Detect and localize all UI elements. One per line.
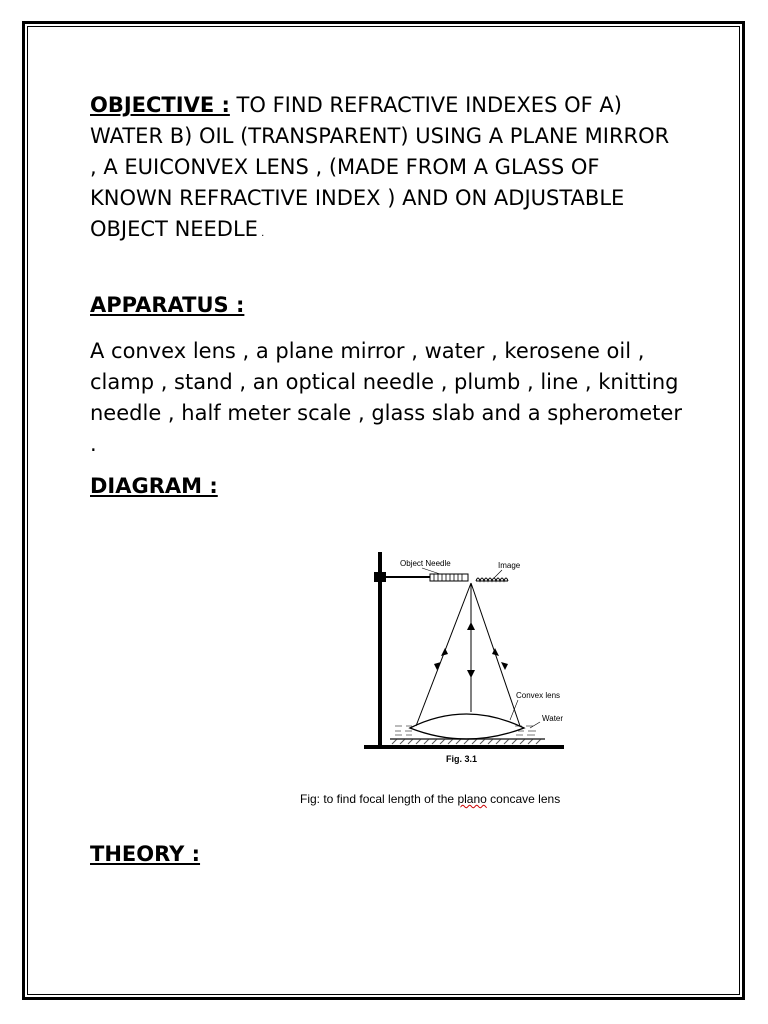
objective-section bbox=[90, 90, 680, 249]
figure-caption-plano: plano bbox=[457, 792, 487, 806]
lens-apparatus-figure bbox=[340, 540, 580, 780]
clamp-block bbox=[374, 572, 386, 582]
objective-heading: OBJECTIVE : bbox=[90, 93, 230, 117]
water-label: Water bbox=[542, 714, 564, 723]
water-pointer bbox=[530, 722, 540, 728]
figure-caption bbox=[300, 792, 630, 806]
image-pointer bbox=[494, 570, 502, 578]
image-label: Image bbox=[498, 561, 521, 570]
convex-lens-label: Convex lens bbox=[516, 691, 561, 700]
theory-section-title bbox=[90, 839, 690, 870]
light-rays bbox=[416, 583, 520, 726]
apparatus-heading: APPARATUS : bbox=[90, 293, 245, 317]
theory-heading: THEORY : bbox=[90, 842, 201, 866]
needle-image bbox=[476, 578, 508, 581]
objective-text: TO FIND REFRACTIVE INDEXES OF A) WATER B) OIL (TRANSPARENT) USING A PLANE MIRROR , A EUICONVEX LENS , (MADE FROM A GLASS OF KNOWN REFRACTIVE INDEX ) AND ON ADJUSTABLE OBJECT NEEDLE bbox=[90, 93, 670, 241]
figure-number-label: Fig. 3.1 bbox=[446, 754, 478, 764]
diagram-heading: DIAGRAM : bbox=[90, 474, 218, 498]
figure-caption-end: concave lens bbox=[486, 792, 561, 806]
diagram-section-title bbox=[90, 471, 690, 502]
apparatus-section-title bbox=[90, 290, 690, 321]
objective-trailing-dot: . bbox=[257, 228, 265, 239]
object-needle-pointer bbox=[422, 568, 440, 574]
figure-caption-start: Fig: to find focal length of the bbox=[300, 792, 458, 806]
object-needle-label: Object Needle bbox=[400, 559, 451, 568]
apparatus-text: A convex lens , a plane mirror , water , kerosene oil , clamp , stand , an optical needle , plumb , line , knitting needle , half meter scale , glass slab and a spherometer . bbox=[90, 339, 682, 456]
convex-lens-shape bbox=[410, 714, 524, 739]
